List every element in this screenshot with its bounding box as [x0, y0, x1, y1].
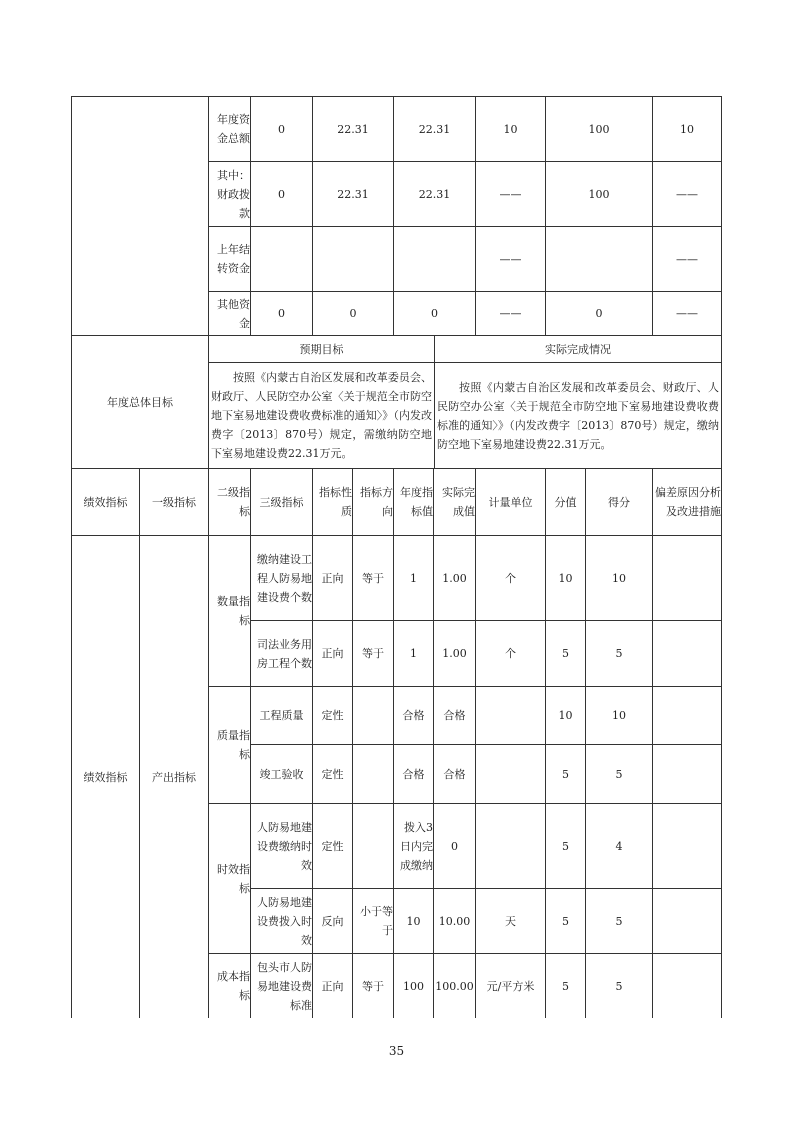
indicator-actual-text: 0 [451, 839, 458, 853]
funds-row-label-text: 年度资金总额 [217, 113, 250, 145]
indicator-actual-text: 10.00 [438, 914, 471, 928]
indicator-nature [312, 535, 352, 620]
indicator-name [250, 744, 312, 803]
indicator-actual [433, 888, 475, 953]
funds-cell-f-text: 10 [680, 122, 694, 136]
indicator-header-text: 实际完成值 [442, 486, 475, 518]
group-name-cell-text: 时效指标 [217, 862, 250, 895]
funds-cell-f-text: —— [676, 252, 698, 266]
funds-cell-c-text: 0 [431, 307, 438, 320]
funds-cell-f [652, 161, 722, 226]
indicator-direction [352, 953, 393, 1018]
indicator-weight-text: 5 [562, 979, 569, 993]
indicator-weight-text: 10 [558, 709, 573, 722]
funds-cell-b-text: 22.31 [337, 187, 369, 201]
indicator-weight-text: 5 [562, 914, 569, 928]
indicator-unit [475, 620, 545, 686]
indicator-target [393, 888, 433, 953]
indicator-direction-text: 等于 [362, 571, 384, 585]
indicator-unit-text: 个 [505, 571, 516, 585]
indicator-header [475, 468, 545, 535]
indicator-header-text: 年度指标值 [400, 486, 433, 518]
indicator-direction [352, 744, 393, 803]
funds-cell-d-text: —— [499, 187, 522, 201]
goals-expected-text [208, 362, 434, 468]
indicator-score-text: 10 [612, 709, 626, 722]
indicator-target-text: 10 [406, 914, 421, 928]
indicator-nature [312, 620, 352, 686]
indicator-name-text: 竣工验收 [259, 767, 304, 781]
funds-cell-a-text: 0 [278, 122, 285, 136]
indicator-name [250, 888, 312, 953]
indicator-nature [312, 888, 352, 953]
goals-actual-text-text: 按照《内蒙古自治区发展和改革委员会、财政厅、人民防空办公室〈关于规范全市防空地下室易地建设费收费标准的通知〉》（内发改费字〔2013〕870号）规定，缴纳防空地下室易地建设费22.31万元。 [437, 380, 719, 451]
group-name-cell [208, 535, 250, 686]
indicator-name [250, 620, 312, 686]
indicator-name-text: 人防易地建设费拨入时效 [257, 895, 312, 947]
indicator-score [585, 620, 652, 686]
funds-cell-a [250, 226, 312, 291]
indicator-score [585, 744, 652, 803]
indicator-direction [352, 803, 393, 888]
indicator-actual-text: 合格 [443, 767, 466, 781]
indicator-header [71, 468, 139, 535]
indicator-actual-text: 100.00 [435, 979, 474, 993]
funds-cell-c-text: 22.31 [418, 122, 451, 136]
funds-cell-b [312, 291, 393, 335]
indicator-direction [352, 888, 393, 953]
indicator-score-text: 10 [612, 571, 626, 585]
indicator-score [585, 535, 652, 620]
funds-cell-e [545, 226, 652, 291]
indicator-header [652, 468, 722, 535]
funds-cell-e-text: 100 [588, 187, 610, 201]
indicator-header-text: 得分 [608, 495, 630, 509]
indicator-header-text: 一级指标 [152, 495, 196, 509]
indicator-nature-text: 正向 [321, 647, 344, 660]
indicator-name [250, 803, 312, 888]
goals-expected-header-text: 预期目标 [299, 342, 344, 356]
indicator-direction-text: 小于等于 [360, 905, 393, 937]
level1-cell [139, 535, 208, 1018]
funds-cell-c [393, 226, 475, 291]
indicator-header-text: 分值 [554, 495, 577, 509]
indicator-actual [433, 953, 475, 1018]
indicator-name-text: 工程质量 [259, 709, 304, 722]
group-name-cell [208, 953, 250, 1018]
indicator-header [545, 468, 585, 535]
indicator-target [393, 803, 433, 888]
indicator-nature [312, 686, 352, 744]
indicator-header-text: 指标方向 [360, 486, 393, 518]
funds-cell-e [545, 96, 652, 161]
indicator-unit-text: 天 [505, 914, 516, 928]
indicator-weight [545, 686, 585, 744]
indicator-target-text: 拨入3日内完成缴纳 [400, 820, 433, 872]
funds-cell-e [545, 161, 652, 226]
indicator-name-text: 司法业务用房工程个数 [257, 637, 312, 670]
indicator-target-text: 合格 [402, 709, 425, 722]
funds-cell-d-text: —— [499, 307, 522, 320]
indicator-reason [652, 744, 722, 803]
indicator-nature [312, 803, 352, 888]
funds-cell-d [475, 161, 545, 226]
indicator-header [585, 468, 652, 535]
level0-cell-text: 绩效指标 [83, 770, 128, 784]
indicator-header-text: 绩效指标 [83, 495, 128, 509]
funds-cell-e-text: 100 [588, 122, 610, 136]
indicator-unit-text: 个 [505, 647, 516, 660]
indicator-nature-text: 正向 [321, 571, 344, 585]
indicator-target-text: 100 [403, 979, 424, 993]
indicator-unit [475, 888, 545, 953]
indicator-nature [312, 953, 352, 1018]
funds-cell-f [652, 226, 722, 291]
indicator-actual-text: 合格 [443, 709, 466, 722]
indicator-actual-text: 1.00 [442, 647, 467, 660]
indicator-weight [545, 888, 585, 953]
indicator-actual [433, 803, 475, 888]
goals-actual-header-text: 实际完成情况 [545, 342, 611, 356]
funds-cell-b-text: 22.31 [337, 122, 369, 136]
indicator-score [585, 953, 652, 1018]
funds-cell-b-text: 0 [349, 307, 357, 320]
funds-row-label [208, 226, 250, 291]
page-number: 35 [388, 1044, 405, 1058]
funds-row-label [208, 96, 250, 161]
indicator-unit [475, 744, 545, 803]
indicator-unit-text: 元/平方米 [486, 979, 535, 993]
indicator-reason [652, 686, 722, 744]
goals-label [71, 335, 208, 468]
goals-label-text: 年度总体目标 [107, 395, 173, 409]
goals-expected-text-text: 按照《内蒙古自治区发展和改革委员会、财政厅、人民防空办公室〈关于规范全市防空地下室易地建设费收费标准的通知〉》（内发改费字〔2013〕870号）规定，需缴纳防空地下室易地建设费22.31万元。 [211, 371, 432, 460]
indicator-reason [652, 535, 722, 620]
indicator-target [393, 620, 433, 686]
indicator-actual [433, 620, 475, 686]
funds-cell-c [393, 291, 475, 335]
indicator-nature-text: 正向 [321, 979, 344, 993]
indicator-actual-text: 1.00 [442, 571, 467, 585]
indicator-target [393, 686, 433, 744]
funds-cell-d [475, 291, 545, 335]
funds-cell-a-text: 0 [278, 187, 285, 201]
funds-row-label-text: 上年结转资金 [217, 243, 250, 275]
funds-row-label-text: 其他资金 [217, 297, 250, 330]
indicator-target-text: 1 [410, 647, 417, 660]
indicator-score [585, 803, 652, 888]
indicator-weight [545, 803, 585, 888]
funds-cell-c-text: 22.31 [418, 187, 451, 201]
indicator-target-text: 合格 [402, 767, 425, 781]
indicator-weight [545, 744, 585, 803]
indicator-reason [652, 888, 722, 953]
indicator-direction [352, 535, 393, 620]
funds-cell-b [312, 161, 393, 226]
indicator-header [312, 468, 352, 535]
funds-cell-a-text: 0 [278, 307, 285, 320]
group-name-cell [208, 803, 250, 953]
funds-cell-f-text: —— [676, 307, 698, 320]
indicator-score-text: 5 [615, 767, 623, 781]
funds-cell-f [652, 291, 722, 335]
indicator-header [433, 468, 475, 535]
level0-cell [71, 535, 139, 1018]
level1-cell-text: 产出指标 [152, 770, 196, 784]
indicator-weight-text: 5 [562, 767, 569, 781]
funds-cell-d [475, 96, 545, 161]
funds-cell-d [475, 226, 545, 291]
funds-cell-e-text: 0 [595, 307, 603, 320]
indicator-header [393, 468, 433, 535]
goals-actual-text [434, 362, 722, 468]
indicator-weight [545, 535, 585, 620]
indicator-unit [475, 535, 545, 620]
indicator-nature [312, 744, 352, 803]
indicator-direction [352, 686, 393, 744]
funds-cell-e [545, 291, 652, 335]
funds-cell-f-text: —— [676, 187, 698, 201]
funds-cell-a [250, 161, 312, 226]
indicator-weight-text: 5 [562, 839, 569, 853]
indicator-target [393, 953, 433, 1018]
group-name-cell-text: 数量指标 [217, 595, 250, 627]
funds-blank-cell [71, 96, 208, 335]
group-name-cell [208, 686, 250, 803]
funds-row-label [208, 161, 250, 226]
funds-cell-f [652, 96, 722, 161]
indicator-direction [352, 620, 393, 686]
funds-row-label-text: 其中：财政拨款 [217, 168, 250, 220]
indicator-header-text: 三级指标 [259, 495, 304, 509]
indicator-actual [433, 686, 475, 744]
indicator-name [250, 535, 312, 620]
indicator-name [250, 686, 312, 744]
indicator-header [352, 468, 393, 535]
group-name-cell-text: 成本指标 [217, 970, 250, 1002]
indicator-score-text: 4 [615, 839, 623, 853]
indicator-actual [433, 744, 475, 803]
indicator-unit [475, 686, 545, 744]
goals-expected-header [208, 335, 434, 362]
indicator-actual [433, 535, 475, 620]
funds-cell-b [312, 226, 393, 291]
indicator-weight [545, 620, 585, 686]
indicator-unit [475, 803, 545, 888]
indicator-nature-text: 定性 [321, 709, 344, 722]
indicator-nature-text: 定性 [321, 767, 344, 781]
funds-cell-c [393, 161, 475, 226]
goals-actual-header [434, 335, 722, 362]
funds-cell-d-text: 10 [503, 122, 518, 136]
indicator-unit [475, 953, 545, 1018]
indicator-header-text: 指标性质 [319, 486, 352, 518]
indicator-direction-text: 等于 [362, 979, 384, 993]
indicator-score [585, 888, 652, 953]
indicator-score-text: 5 [615, 647, 623, 660]
indicator-target [393, 535, 433, 620]
indicator-header [250, 468, 312, 535]
indicator-header-text: 二级指标 [217, 486, 250, 518]
indicator-nature-text: 反向 [321, 914, 344, 928]
indicator-target [393, 744, 433, 803]
group-name-cell-text: 质量指标 [217, 729, 250, 761]
indicator-header [139, 468, 208, 535]
indicator-reason [652, 953, 722, 1018]
indicator-score [585, 686, 652, 744]
indicator-score-text: 5 [615, 979, 623, 993]
indicator-header-text: 计量单位 [488, 495, 533, 509]
funds-cell-a [250, 291, 312, 335]
indicator-target-text: 1 [410, 571, 417, 585]
indicator-weight-text: 5 [562, 647, 569, 660]
indicator-name [250, 953, 312, 1018]
funds-cell-a [250, 96, 312, 161]
indicator-score-text: 5 [615, 914, 623, 928]
funds-cell-c [393, 96, 475, 161]
indicator-name-text: 包头市人防易地建设费标准 [257, 960, 312, 1012]
indicator-weight-text: 10 [558, 571, 573, 585]
funds-row-label [208, 291, 250, 335]
indicator-name-text: 人防易地建设费缴纳时效 [257, 820, 312, 872]
indicator-reason [652, 620, 722, 686]
indicator-header-text: 偏差原因分析及改进措施 [655, 486, 721, 518]
funds-cell-d-text: —— [499, 252, 522, 266]
indicator-nature-text: 定性 [321, 839, 344, 853]
indicator-reason [652, 803, 722, 888]
indicator-weight [545, 953, 585, 1018]
indicator-header [208, 468, 250, 535]
funds-cell-b [312, 96, 393, 161]
indicator-direction-text: 等于 [362, 647, 384, 660]
indicator-name-text: 缴纳建设工程人防易地建设费个数 [257, 552, 312, 604]
